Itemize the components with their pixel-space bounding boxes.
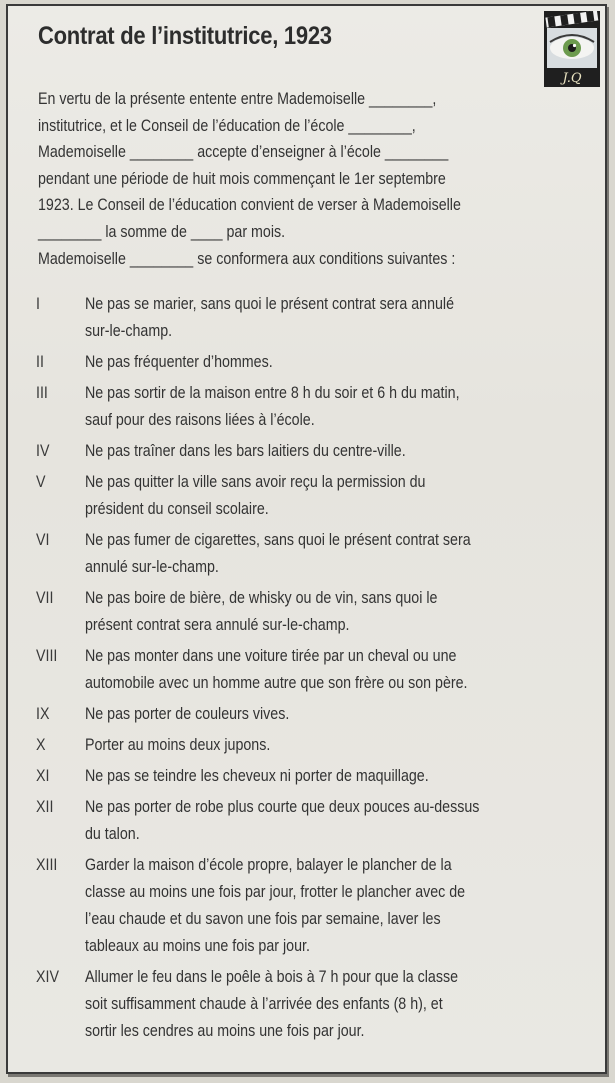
condition-item <box>36 964 605 1045</box>
condition-text-line: l’eau chaude et du savon une fois par semaine, laver les <box>85 910 441 928</box>
eye-clapperboard-icon <box>543 10 601 88</box>
condition-number: IX <box>36 705 50 723</box>
condition-number: I <box>36 295 40 313</box>
condition-text-line: Porter au moins deux jupons. <box>85 736 271 754</box>
condition-number: XI <box>36 767 50 785</box>
condition-text-line: classe au moins une fois par jour, frotter le plancher avec de <box>85 883 466 901</box>
condition-item <box>36 852 605 960</box>
condition-text-line: Ne pas sortir de la maison entre 8 h du soir et 6 h du matin, <box>85 384 460 402</box>
contract-page <box>6 4 607 1074</box>
condition-text-line: sur-le-champ. <box>85 322 173 340</box>
intro-line: institutrice, et le Conseil de l’éducation de l’école ________, <box>38 116 416 135</box>
condition-number: III <box>36 384 48 402</box>
condition-number: VI <box>36 531 50 549</box>
condition-number: VIII <box>36 647 58 665</box>
condition-text-line: sortir les cendres au moins une fois par jour. <box>85 1022 365 1040</box>
condition-text-line: Ne pas porter de robe plus courte que deux pouces au-dessus <box>85 798 480 816</box>
condition-text-line: Ne pas traîner dans les bars laitiers du centre-ville. <box>85 442 406 460</box>
condition-text-line: Ne pas se marier, sans quoi le présent contrat sera annulé <box>85 295 455 313</box>
condition-item <box>36 794 605 848</box>
condition-item <box>36 701 605 728</box>
conditions-list <box>36 291 605 1049</box>
condition-number: V <box>36 473 46 491</box>
page-title: Contrat de l’institutrice, 1923 <box>38 22 332 50</box>
condition-item <box>36 438 605 465</box>
condition-number: XIV <box>36 968 59 986</box>
condition-text-line: Ne pas boire de bière, de whisky ou de vin, sans quoi le <box>85 589 438 607</box>
logo-text: J.Q <box>562 71 582 86</box>
condition-item <box>36 349 605 376</box>
condition-text-line: Allumer le feu dans le poêle à bois à 7 h pour que la classe <box>85 968 459 986</box>
condition-item <box>36 527 605 581</box>
condition-text-line: Ne pas porter de couleurs vives. <box>85 705 290 723</box>
condition-text-line: du talon. <box>85 825 140 843</box>
intro-line: Mademoiselle ________ accepte d’enseigner à l’école ________ <box>38 143 449 162</box>
condition-text-line: annulé sur-le-champ. <box>85 558 219 576</box>
condition-text-line: présent contrat sera annulé sur-le-champ. <box>85 616 350 634</box>
intro-line: pendant une période de huit mois commençant le 1er septembre <box>38 169 446 188</box>
condition-text-line: sauf pour des raisons liées à l’école. <box>85 411 315 429</box>
condition-number: XII <box>36 798 54 816</box>
condition-text-line: Ne pas quitter la ville sans avoir reçu la permission du <box>85 473 426 491</box>
condition-item <box>36 380 605 434</box>
condition-text-line: soit suffisamment chaude à l’arrivée des enfants (8 h), et <box>85 995 443 1013</box>
intro-line: Mademoiselle ________ se conformera aux conditions suivantes : <box>38 249 456 268</box>
condition-item <box>36 291 605 345</box>
condition-item <box>36 585 605 639</box>
condition-number: XIII <box>36 856 58 874</box>
intro-paragraph <box>38 86 581 272</box>
intro-line: En vertu de la présente entente entre Mademoiselle ________, <box>38 90 437 108</box>
condition-text-line: Ne pas fréquenter d’hommes. <box>85 353 273 371</box>
condition-text-line: président du conseil scolaire. <box>85 500 269 518</box>
condition-text-line: Ne pas se teindre les cheveux ni porter de maquillage. <box>85 767 429 785</box>
intro-line: ________ la somme de ____ par mois. <box>38 222 286 241</box>
condition-number: X <box>36 736 46 754</box>
condition-text-line: automobile avec un homme autre que son frère ou son père. <box>85 674 468 692</box>
condition-text-line: Ne pas monter dans une voiture tirée par un cheval ou une <box>85 647 457 665</box>
condition-text-line: tableaux au moins une fois par jour. <box>85 937 310 955</box>
condition-item <box>36 643 605 697</box>
condition-text-line: Ne pas fumer de cigarettes, sans quoi le présent contrat sera <box>85 531 471 549</box>
condition-item <box>36 732 605 759</box>
condition-text-line: Garder la maison d’école propre, balayer le plancher de la <box>85 856 452 874</box>
condition-item <box>36 763 605 790</box>
condition-number: VII <box>36 589 54 607</box>
condition-number: IV <box>36 442 50 460</box>
condition-number: II <box>36 353 44 371</box>
condition-item <box>36 469 605 523</box>
intro-line: 1923. Le Conseil de l’éducation convient de verser à Mademoiselle <box>38 196 461 215</box>
